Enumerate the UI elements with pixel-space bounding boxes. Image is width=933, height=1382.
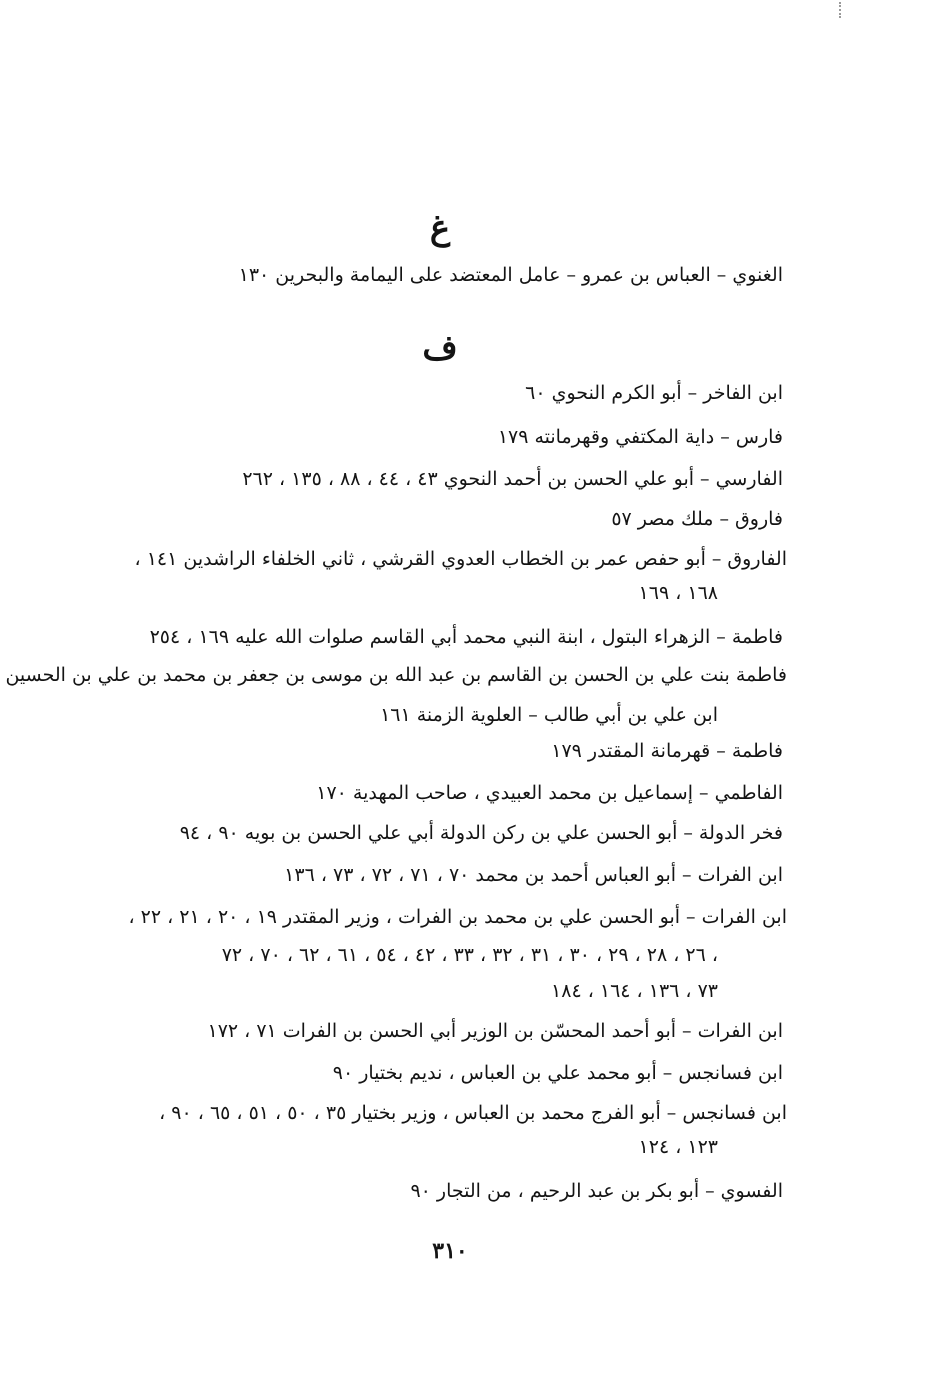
index-entry-continuation: ابن علي بن أبي طالب – العلوية الزمنة ١٦١ bbox=[380, 704, 718, 726]
index-entry: فاطمة – قهرمانة المقتدر ١٧٩ bbox=[551, 740, 783, 762]
index-entry: ابن الفرات – أبو أحمد المحسّن بن الوزير أبي الحسن بن الفرات ٧١ ، ١٧٢ bbox=[207, 1020, 783, 1042]
index-entry-continuation: ٧٣ ، ١٣٦ ، ١٦٤ ، ١٨٤ bbox=[551, 980, 718, 1002]
index-entry: ابن فسانجس – أبو محمد علي بن العباس ، نديم بختيار ٩٠ bbox=[332, 1062, 783, 1084]
page-number: ٣١٠ bbox=[432, 1238, 468, 1264]
corner-mark bbox=[839, 2, 843, 18]
index-entry-continuation: ١٦٨ ، ١٦٩ bbox=[638, 582, 718, 604]
index-entry-continuation: ٢٦ ، ٢٨ ، ٢٩ ، ٣٠ ، ٣١ ، ٣٢ ، ٣٣ ، ٤٢ ، ٥٤ ، ٦١ ، ٦٢ ، ٧٠ ، ٧٢ ، bbox=[221, 944, 718, 966]
index-entry: ابن الفرات – أبو العباس أحمد بن محمد ٧٠ ، ٧١ ، ٧٢ ، ٧٣ ، ١٣٦ bbox=[284, 864, 783, 886]
index-entry: الفاطمي – إسماعيل بن محمد العبيدي ، صاحب المهدية ١٧٠ bbox=[316, 782, 783, 804]
index-entry: فخر الدولة – أبو الحسن علي بن ركن الدولة أبي علي الحسن بن بويه ٩٠ ، ٩٤ bbox=[179, 822, 783, 844]
section-letter-fa: ف bbox=[422, 328, 458, 368]
index-entry: فاطمة – الزهراء البتول ، ابنة النبي محمد أبي القاسم صلوات الله عليه ١٦٩ ، ٢٥٤ bbox=[149, 626, 783, 648]
index-entry: فارس – داية المكتفي وقهرمانته ١٧٩ bbox=[497, 426, 783, 448]
index-entry: الفارسي – أبو علي الحسن بن أحمد النحوي ٤٣ ، ٤٤ ، ٨٨ ، ١٣٥ ، ٢٦٢ bbox=[242, 468, 783, 490]
index-entry: الفاروق – أبو حفص عمر بن الخطاب العدوي القرشي ، ثاني الخلفاء الراشدين ١٤١ ، bbox=[134, 548, 787, 570]
index-entry: الغنوي – العباس بن عمرو – عامل المعتضد على اليمامة والبحرين ١٣٠ bbox=[238, 264, 783, 286]
index-entry: فاروق – ملك مصر ٥٧ bbox=[611, 508, 783, 530]
index-entry: الفسوي – أبو بكر بن عبد الرحيم ، من التجار ٩٠ bbox=[410, 1180, 783, 1202]
index-entry-continuation: ١٢٣ ، ١٢٤ bbox=[638, 1136, 718, 1158]
section-letter-ghain: غ bbox=[429, 208, 451, 248]
index-entry: ابن الفرات – أبو الحسن علي بن محمد بن الفرات ، وزير المقتدر ١٩ ، ٢٠ ، ٢١ ، ٢٢ ، bbox=[128, 906, 787, 928]
index-entry: ابن فسانجس – أبو الفرج محمد بن العباس ، وزير بختيار ٣٥ ، ٥٠ ، ٥١ ، ٦٥ ، ٩٠ ، bbox=[159, 1102, 787, 1124]
index-entry: فاطمة بنت علي بن الحسن بن القاسم بن عبد الله بن موسى بن جعفر بن محمد بن علي بن الحسين bbox=[5, 664, 787, 686]
index-entry: ابن الفاخر – أبو الكرم النحوي ٦٠ bbox=[525, 382, 783, 404]
